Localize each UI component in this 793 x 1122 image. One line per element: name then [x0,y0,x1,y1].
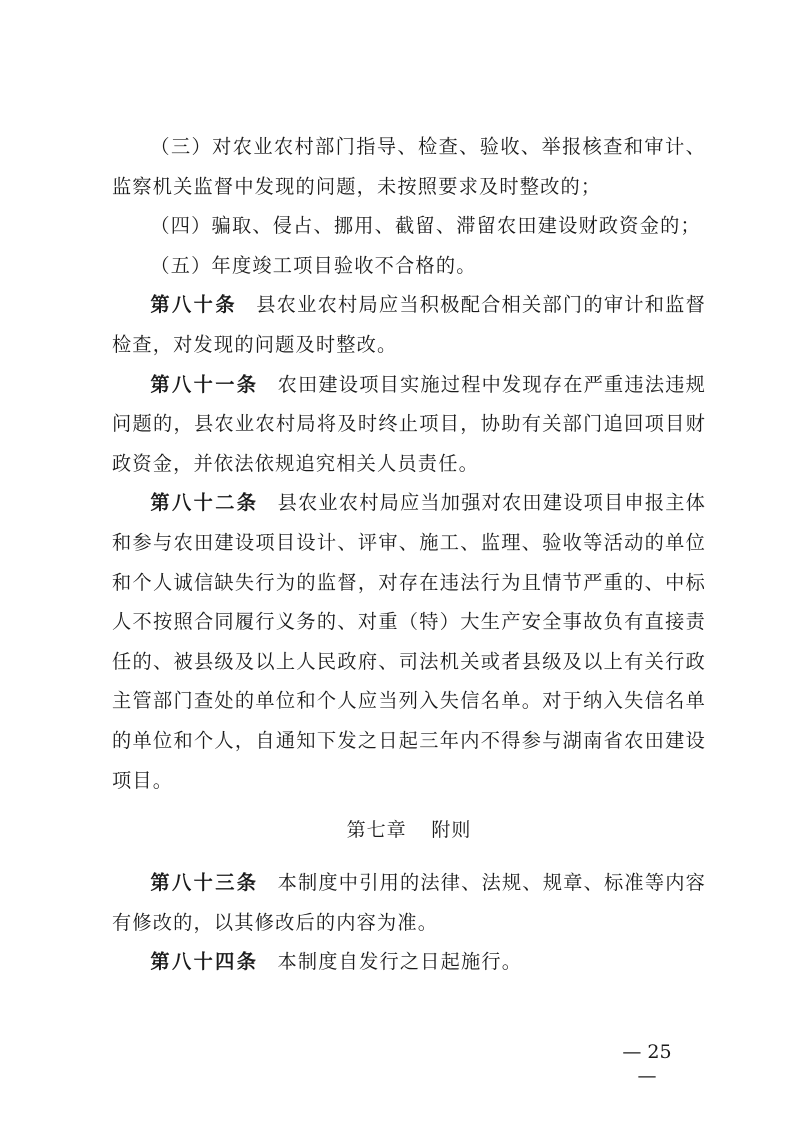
page-number: — 25 — [622,1041,672,1087]
chapter-title: 附则 [431,819,472,842]
article-number: 第八十三条 [150,871,259,895]
article-number: 第八十条 [150,293,237,317]
article-text: 本制度自发行之日起施行。 [277,950,523,974]
article-text: 农田建设项目实施过程中发现存在严重违法违规问题的，县农业农村局将及时终止项目，协助有关部门追回项目财政资金，并依法依规追究相关人员责任。 [112,372,707,475]
clause-text: （四）骗取、侵占、挪用、截留、滞留农田建设财政资金的； [150,214,701,238]
article-81 [112,365,706,484]
clause-four [112,206,706,246]
article-number: 第八十二条 [150,491,259,515]
article-number: 第八十一条 [150,372,259,396]
article-text: 县农业农村局应当加强对农田建设项目申报主体和参与农田建设项目设计、评审、施工、监理、验收等活动的单位和个人诚信缺失行为的监督，对存在违法行为且情节严重的、中标人不按照合同履行义务的、对重（特）大生产安全事故负有直接责任的、被县级及以上人民政府、司法机关或者县级及以上有关行政主管部门查处的单位和个人应当列入失信名单。对于纳入失信名单的单位和个人，自通知下发之日起三年内不得参与湖南省农田建设项目。 [112,491,707,792]
article-80 [112,285,706,364]
clause-five [112,246,706,286]
clause-text: （三）对农业农村部门指导、检查、验收、举报核查和审计、监察机关监督中发现的问题，未按照要求及时整改的； [112,135,706,198]
article-number: 第八十四条 [150,950,259,974]
article-text: 县农业农村局应当积极配合相关部门的审计和监督检查，对发现的问题及时整改。 [112,293,706,356]
article-83 [112,863,706,942]
chapter-heading [112,815,706,845]
clause-three [112,127,706,206]
chapter-number: 第七章 [346,819,407,842]
clause-text: （五）年度竣工项目验收不合格的。 [150,253,477,277]
article-84 [112,942,706,982]
document-body [112,127,706,982]
article-82 [112,483,706,800]
article-text: 本制度中引用的法律、法规、规章、标准等内容有修改的，以其修改后的内容为准。 [112,871,707,934]
